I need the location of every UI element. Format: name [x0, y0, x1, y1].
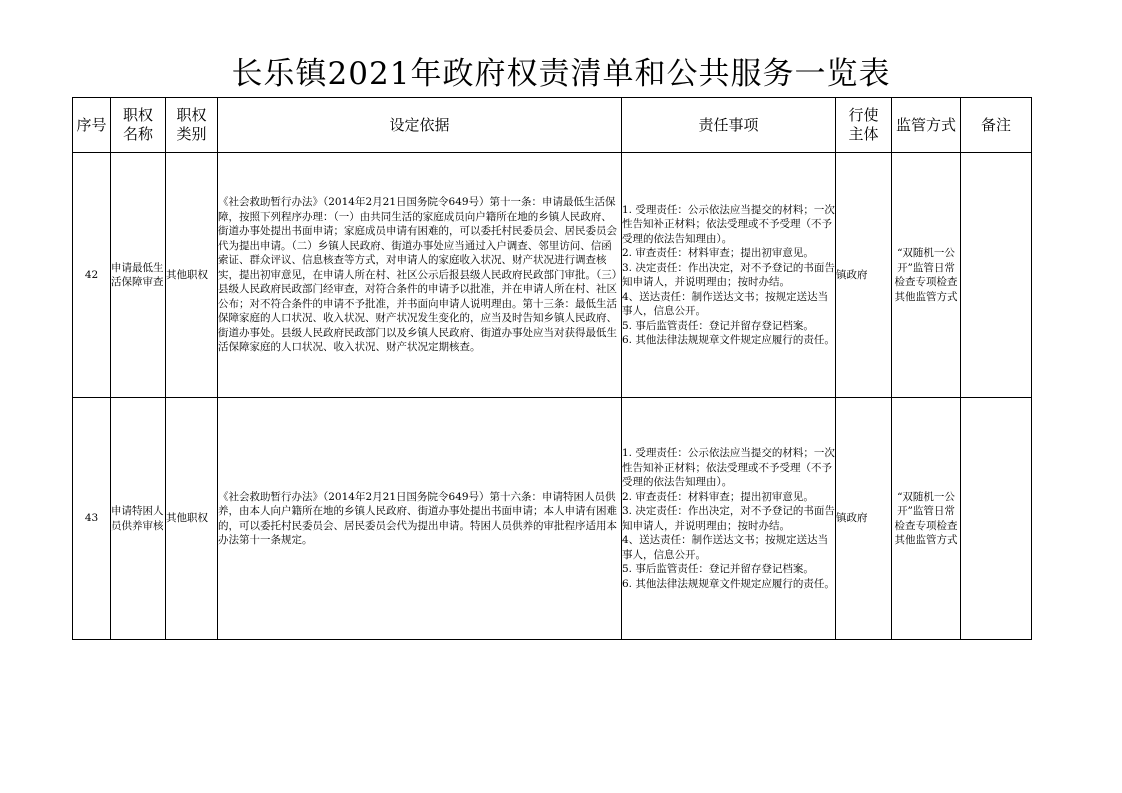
row-remark — [961, 153, 1032, 398]
duty-item: 3. 决定责任：作出决定，对不予登记的书面告知申请人，并说明理由；按时办结。 — [622, 505, 835, 532]
row-type: 其他职权 — [166, 153, 218, 398]
row-supervision: “双随机一公开”监管日常检查专项检查其他监管方式 — [892, 398, 961, 640]
duty-item: 4、送达责任：制作送达文书；按规定送达当事人，信息公开。 — [622, 290, 829, 317]
row-no: 42 — [73, 153, 111, 398]
duty-item: 6. 其他法律法规规章文件规定应履行的责任。 — [622, 334, 835, 346]
row-type: 其他职权 — [166, 398, 218, 640]
duty-item: 5. 事后监管责任：登记并留存登记档案。 — [622, 319, 814, 332]
header-supervision: 监管方式 — [892, 98, 961, 153]
row-basis: 《社会救助暂行办法》（2014年2月21日国务院令649号）第十六条：申请特困人员供养，由本人向户籍所在地的乡镇人民政府、街道办事处提出书面申请；本人申请有困难的，可以委托村民委员会、居民委员会代为提出申请。特困人员供养的审批程序适用本办法第十一条规定。 — [218, 398, 622, 640]
table-row — [73, 153, 1032, 398]
row-duty — [622, 398, 836, 640]
header-type-text: 职权类别 — [176, 106, 207, 143]
duty-item: 2. 审查责任：材料审查；提出初审意见。 — [622, 247, 814, 259]
duty-list-table — [72, 97, 1032, 640]
row-name: 申请特困人员供养审核 — [111, 398, 166, 640]
duty-item: 2. 审查责任：材料审查；提出初审意见。 — [622, 490, 814, 503]
header-name-text: 职权名称 — [122, 106, 153, 143]
row-name: 申请最低生活保障审查 — [111, 153, 166, 398]
header-name — [111, 98, 166, 153]
duty-item: 3. 决定责任：作出决定，对不予登记的书面告知申请人，并说明理由；按时办结。 — [622, 261, 835, 288]
header-subject — [836, 98, 892, 153]
duty-item: 5. 事后监管责任：登记并留存登记档案。 — [622, 563, 814, 575]
row-basis: 《社会救助暂行办法》（2014年2月21日国务院令649号）第十一条：申请最低生活保障，按照下列程序办理：（一）由共同生活的家庭成员向户籍所在地的乡镇人民政府、街道办事处提出书面申请；家庭成员申请有困难的，可以委托村民委员会、居民委员会代为提出申请。（二）乡镇人民政府、街道办事处应当通过入户调查、邻里访问、信函索证、群众评议、信息核查等方式，对申请人的家庭收入状况、财产状况进行调查核实，提出初审意见，在申请人所在村、社区公示后报县级人民政府民政部门审批。（三）县级人民政府民政部门经审查，对符合条件的申请予以批准，并在申请人所在村、社区公布；对不符合条件的申请不予批准，并书面向申请人说明理由。第十三条：最低生活保障家庭的人口状况、收入状况、财产状况发生变化的，应当及时告知乡镇人民政府、街道办事处。县级人民政府民政部门以及乡镇人民政府、街道办事处应当对获得最低生活保障家庭的人口状况、收入状况、财产状况定期核查。 — [218, 153, 622, 398]
header-remark: 备注 — [961, 98, 1032, 153]
duty-item: 1. 受理责任：公示依法应当提交的材料；一次性告知补正材料；依法受理或不予受理（不予受理的依法告知理由）。 — [622, 447, 835, 488]
header-basis: 设定依据 — [218, 98, 622, 153]
row-subject: 镇政府 — [836, 153, 892, 398]
page-title: 长乐镇2021年政府权责清单和公共服务一览表 — [231, 56, 891, 92]
header-no: 序号 — [73, 98, 111, 153]
header-subject-text: 行使主体 — [848, 106, 879, 143]
row-duty — [622, 153, 836, 398]
table-header-row — [73, 98, 1032, 153]
table-row — [73, 398, 1032, 640]
row-supervision: “双随机一公开”监管日常检查专项检查其他监管方式 — [892, 153, 961, 398]
header-type — [166, 98, 218, 153]
duty-item: 6. 其他法律法规规章文件规定应履行的责任。 — [622, 577, 835, 590]
row-subject: 镇政府 — [836, 398, 892, 640]
duty-item: 4、送达责任：制作送达文书；按规定送达当事人，信息公开。 — [622, 534, 829, 561]
row-remark — [961, 398, 1032, 640]
duty-item: 1. 受理责任：公示依法应当提交的材料；一次性告知补正材料；依法受理或不予受理（不予受理的依法告知理由）。 — [622, 203, 835, 245]
row-no: 43 — [73, 398, 111, 640]
header-duty: 责任事项 — [622, 98, 836, 153]
